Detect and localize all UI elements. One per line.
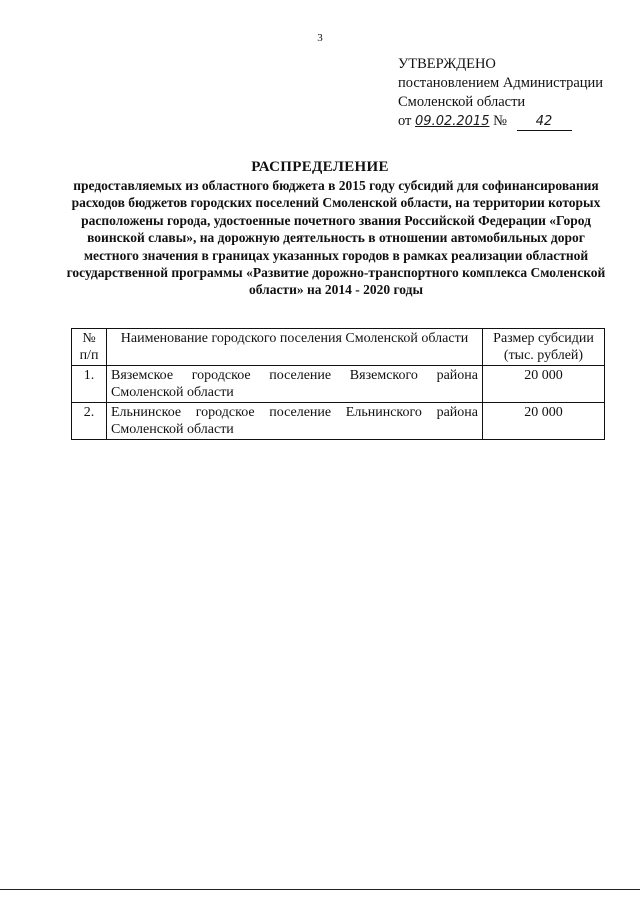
table-header-row bbox=[72, 329, 605, 366]
row-amount: 20 000 bbox=[483, 403, 605, 440]
document-subtitle: предоставляемых из областного бюджета в 2015 году субсидий для софинансирования расходов бюджетов городских поселений Смоленской области, на территории которых расположены города, удостоенные почетного звания Российской Федерации «Город воинской славы», на дорожную деятельность в отношении автомобильных дорог местного значения в границах указанных городов в рамках реализации областной государственной программы «Развитие дорожно-транспортного комплекса Смоленской области» на 2014 - 2020 годы bbox=[66, 178, 606, 298]
table-row bbox=[72, 403, 605, 440]
handwritten-number: 42 bbox=[517, 114, 572, 131]
approval-region: Смоленской области bbox=[398, 94, 526, 110]
approval-authority: постановлением Администрации bbox=[398, 75, 604, 91]
row-amount: 20 000 bbox=[483, 366, 605, 403]
date-prefix: от bbox=[398, 113, 412, 129]
distribution-table bbox=[71, 328, 605, 440]
approval-stamp bbox=[398, 55, 603, 131]
approval-title: УТВЕРЖДЕНО bbox=[398, 56, 496, 72]
page-number: 3 bbox=[317, 32, 323, 44]
document-title: РАСПРЕДЕЛЕНИЕ bbox=[251, 159, 389, 175]
row-number: 2. bbox=[72, 403, 107, 440]
header-name: Наименование городского поселения Смоленской области bbox=[107, 329, 483, 366]
header-amount: Размер субсидии (тыс. рублей) bbox=[483, 329, 605, 366]
row-number: 1. bbox=[72, 366, 107, 403]
row-name: Вяземское городское поселение Вяземского района Смоленской области bbox=[107, 366, 483, 403]
bottom-rule bbox=[0, 889, 640, 890]
table-row bbox=[72, 366, 605, 403]
row-name: Ельнинское городское поселение Ельнинского района Смоленской области bbox=[107, 403, 483, 440]
approval-date-line bbox=[398, 112, 603, 131]
header-number: № п/п bbox=[72, 329, 107, 366]
number-prefix: № bbox=[493, 113, 507, 129]
handwritten-date: 09.02.2015 bbox=[415, 114, 490, 129]
